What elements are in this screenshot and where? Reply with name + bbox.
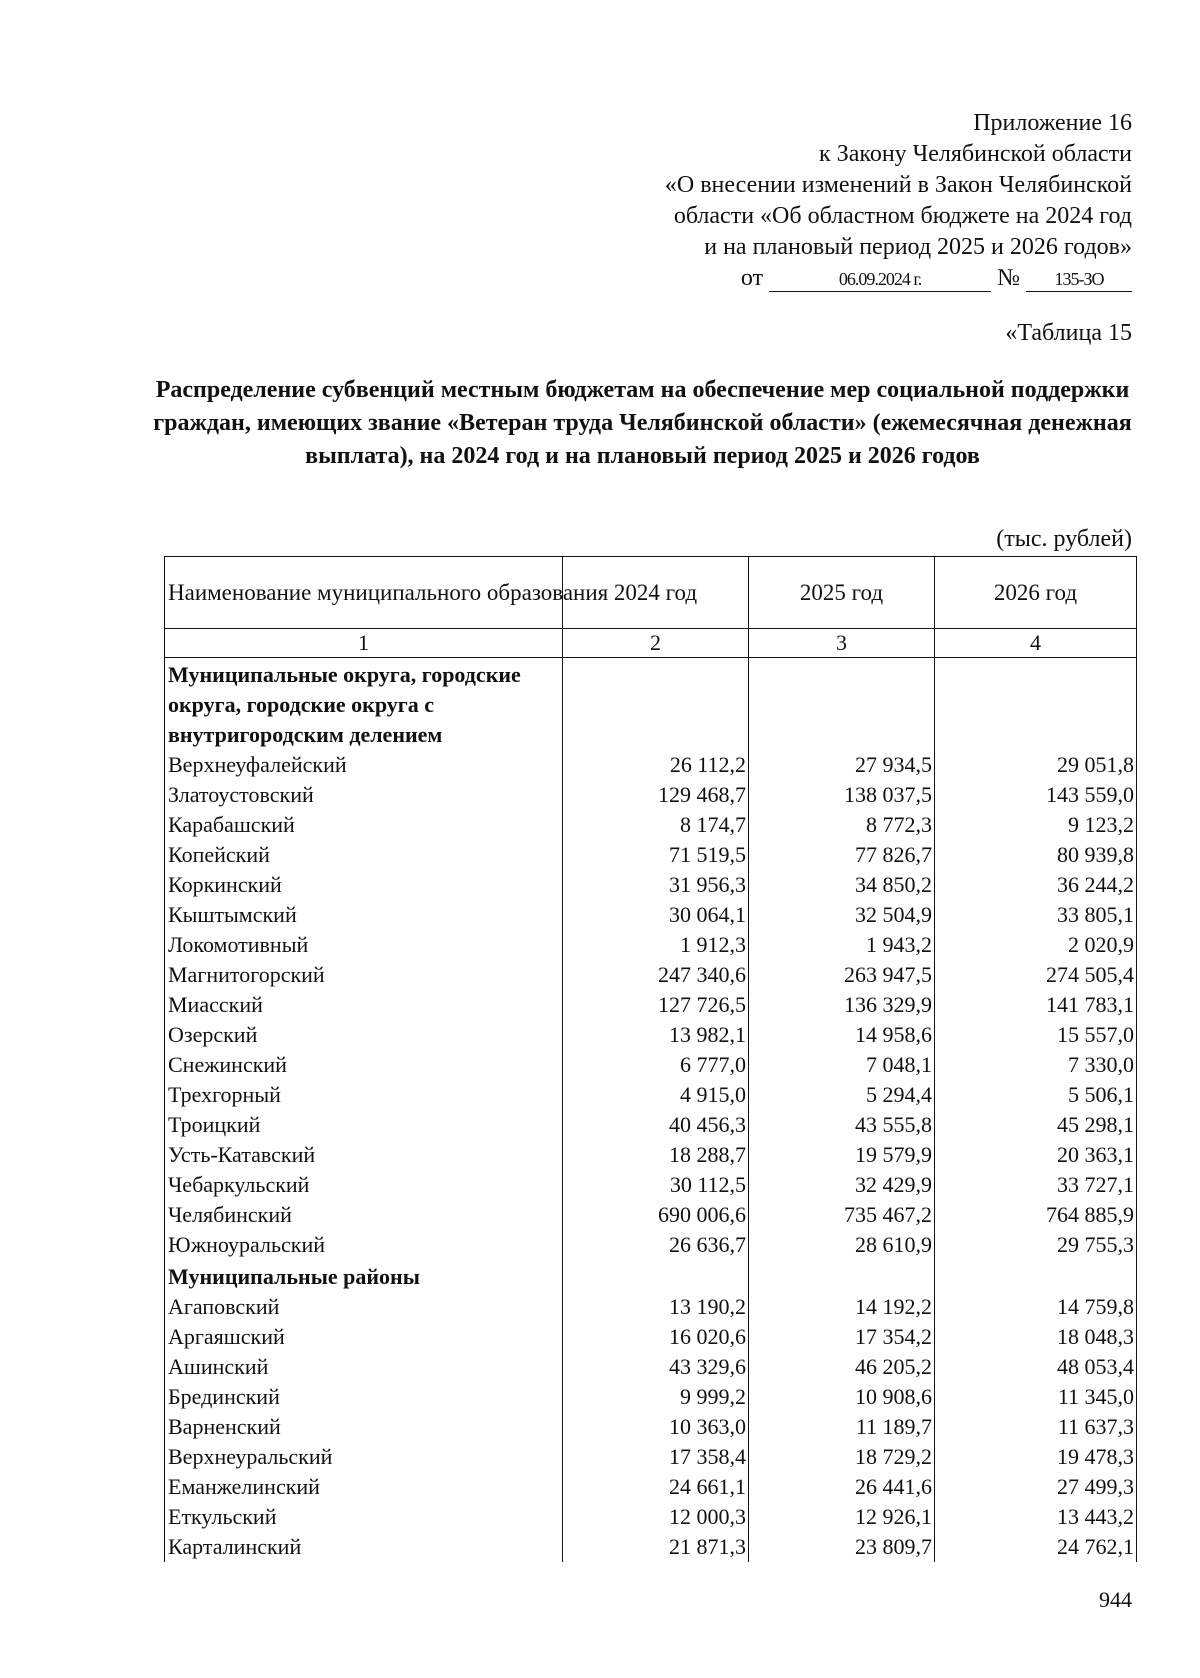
value-2025: 34 850,2: [749, 870, 935, 900]
value-2026: 24 762,1: [935, 1532, 1137, 1562]
value-2025: 12 926,1: [749, 1502, 935, 1532]
value-2025: 10 908,6: [749, 1382, 935, 1412]
value-2025: 32 429,9: [749, 1170, 935, 1200]
column-header-2024: 2024 год: [563, 557, 749, 629]
value-2025: 14 958,6: [749, 1020, 935, 1050]
value-2025: 138 037,5: [749, 780, 935, 810]
value-2024: 16 020,6: [563, 1322, 749, 1352]
value-2024: 43 329,6: [563, 1352, 749, 1382]
municipality-name: Верхнеуральский: [165, 1442, 563, 1472]
date-prefix: от: [740, 265, 764, 291]
value-2025: 26 441,6: [749, 1472, 935, 1502]
column-header-2026: 2026 год: [935, 557, 1137, 629]
table-row: [165, 1472, 1137, 1502]
municipality-name: Чебаркульский: [165, 1170, 563, 1200]
column-number: 2: [563, 629, 749, 658]
value-2026: 45 298,1: [935, 1110, 1137, 1140]
empty-cell: [563, 1260, 749, 1292]
value-2025: 1 943,2: [749, 930, 935, 960]
municipality-name: Карабашский: [165, 810, 563, 840]
table-row: [165, 780, 1137, 810]
municipality-name: Брединский: [165, 1382, 563, 1412]
value-2025: 77 826,7: [749, 840, 935, 870]
value-2026: 11 345,0: [935, 1382, 1137, 1412]
municipality-name: Варненский: [165, 1412, 563, 1442]
value-2024: 24 661,1: [563, 1472, 749, 1502]
date-number-line: [665, 263, 1132, 294]
value-2024: 71 519,5: [563, 840, 749, 870]
municipality-name: Еткульский: [165, 1502, 563, 1532]
table-row: [165, 960, 1137, 990]
municipality-name: Троицкий: [165, 1110, 563, 1140]
table-row: [165, 1322, 1137, 1352]
value-2026: 20 363,1: [935, 1140, 1137, 1170]
column-header-name: Наименование муниципального образования: [165, 557, 563, 629]
municipality-name: Копейский: [165, 840, 563, 870]
table-row: [165, 930, 1137, 960]
value-2026: 274 505,4: [935, 960, 1137, 990]
value-2026: 29 051,8: [935, 750, 1137, 780]
table-number: «Таблица 15: [1005, 320, 1132, 346]
municipality-name: Златоустовский: [165, 780, 563, 810]
value-2024: 8 174,7: [563, 810, 749, 840]
value-2026: 7 330,0: [935, 1050, 1137, 1080]
value-2026: 80 939,8: [935, 840, 1137, 870]
table-row: [165, 1382, 1137, 1412]
municipality-name: Верхнеуфалейский: [165, 750, 563, 780]
table-row: [165, 1170, 1137, 1200]
municipality-name: Миасский: [165, 990, 563, 1020]
table-row: [165, 1020, 1137, 1050]
municipality-name: Коркинский: [165, 870, 563, 900]
value-2026: 11 637,3: [935, 1412, 1137, 1442]
municipality-name: Челябинский: [165, 1200, 563, 1230]
table-row: [165, 1140, 1137, 1170]
value-2024: 9 999,2: [563, 1382, 749, 1412]
value-2025: 19 579,9: [749, 1140, 935, 1170]
value-2024: 30 112,5: [563, 1170, 749, 1200]
municipality-name: Еманжелинский: [165, 1472, 563, 1502]
table-row: [165, 1352, 1137, 1382]
value-2026: 5 506,1: [935, 1080, 1137, 1110]
table-row: [165, 810, 1137, 840]
appendix-line: Приложение 16: [973, 110, 1132, 136]
value-2024: 30 064,1: [563, 900, 749, 930]
value-2026: 14 759,8: [935, 1292, 1137, 1322]
value-2024: 21 871,3: [563, 1532, 749, 1562]
value-2024: 1 912,3: [563, 930, 749, 960]
municipality-name: Южноуральский: [165, 1230, 563, 1260]
empty-cell: [563, 658, 749, 751]
value-2026: 36 244,2: [935, 870, 1137, 900]
table-body: [165, 658, 1137, 1563]
value-2026: 19 478,3: [935, 1442, 1137, 1472]
value-2026: 15 557,0: [935, 1020, 1137, 1050]
table-row: [165, 1050, 1137, 1080]
table-row: [165, 990, 1137, 1020]
municipality-name: Агаповский: [165, 1292, 563, 1322]
appendix-block: [665, 108, 1132, 294]
document-title: Распределение субвенций местным бюджетам на обеспечение мер социальной поддержки граждан, имеющих звание «Ветеран труда Челябинской области» (ежемесячная денежная выплата), на 2024 год и на плановый период 2025 и 2026 годов: [153, 377, 1132, 469]
municipality-name: Ашинский: [165, 1352, 563, 1382]
value-2024: 13 982,1: [563, 1020, 749, 1050]
municipality-name: Снежинский: [165, 1050, 563, 1080]
value-2025: 23 809,7: [749, 1532, 935, 1562]
appendix-line: и на плановый период 2025 и 2026 годов»: [704, 234, 1132, 260]
table-row: [165, 1412, 1137, 1442]
value-2025: 46 205,2: [749, 1352, 935, 1382]
value-2025: 32 504,9: [749, 900, 935, 930]
value-2026: 48 053,4: [935, 1352, 1137, 1382]
value-2025: 11 189,7: [749, 1412, 935, 1442]
value-2024: 40 456,3: [563, 1110, 749, 1140]
value-2025: 18 729,2: [749, 1442, 935, 1472]
value-2026: 13 443,2: [935, 1502, 1137, 1532]
page-number: 944: [1099, 1587, 1132, 1612]
empty-cell: [935, 658, 1137, 751]
table-row: [165, 1502, 1137, 1532]
appendix-line: области «Об областном бюджете на 2024 год: [673, 203, 1132, 229]
value-2026: 18 048,3: [935, 1322, 1137, 1352]
value-2024: 247 340,6: [563, 960, 749, 990]
value-2024: 26 636,7: [563, 1230, 749, 1260]
value-2026: 27 499,3: [935, 1472, 1137, 1502]
table-row: [165, 840, 1137, 870]
value-2025: 263 947,5: [749, 960, 935, 990]
table-row: [165, 1080, 1137, 1110]
table-row: [165, 1292, 1137, 1322]
table-row: [165, 900, 1137, 930]
value-2025: 136 329,9: [749, 990, 935, 1020]
municipality-name: Карталинский: [165, 1532, 563, 1562]
value-2024: 4 915,0: [563, 1080, 749, 1110]
value-2026: 764 885,9: [935, 1200, 1137, 1230]
municipality-name: Усть-Катавский: [165, 1140, 563, 1170]
value-2026: 33 727,1: [935, 1170, 1137, 1200]
law-date: 06.09.2024 г.: [769, 267, 991, 292]
section-row: [165, 1260, 1137, 1292]
value-2024: 17 358,4: [563, 1442, 749, 1472]
value-2025: 5 294,4: [749, 1080, 935, 1110]
appendix-line: «О внесении изменений в Закон Челябинской: [664, 172, 1132, 198]
municipality-name: Трехгорный: [165, 1080, 563, 1110]
value-2025: 28 610,9: [749, 1230, 935, 1260]
value-2024: 18 288,7: [563, 1140, 749, 1170]
empty-cell: [935, 1260, 1137, 1292]
empty-cell: [749, 658, 935, 751]
value-2024: 690 006,6: [563, 1200, 749, 1230]
value-2024: 31 956,3: [563, 870, 749, 900]
value-2024: 10 363,0: [563, 1412, 749, 1442]
column-number: 1: [165, 629, 563, 658]
table-row: [165, 1442, 1137, 1472]
value-2025: 7 048,1: [749, 1050, 935, 1080]
value-2025: 27 934,5: [749, 750, 935, 780]
value-2025: 17 354,2: [749, 1322, 935, 1352]
value-2025: 735 467,2: [749, 1200, 935, 1230]
table-row: [165, 1200, 1137, 1230]
column-header-2025: 2025 год: [749, 557, 935, 629]
value-2024: 26 112,2: [563, 750, 749, 780]
value-2026: 2 020,9: [935, 930, 1137, 960]
column-number: 4: [935, 629, 1137, 658]
value-2026: 29 755,3: [935, 1230, 1137, 1260]
section-row: [165, 658, 1137, 751]
value-2024: 6 777,0: [563, 1050, 749, 1080]
value-2026: 143 559,0: [935, 780, 1137, 810]
value-2025: 14 192,2: [749, 1292, 935, 1322]
value-2024: 127 726,5: [563, 990, 749, 1020]
law-number: 135-ЗО: [1026, 267, 1132, 292]
table-row: [165, 870, 1137, 900]
table-row: [165, 1110, 1137, 1140]
value-2025: 8 772,3: [749, 810, 935, 840]
table-row: [165, 1532, 1137, 1562]
value-2026: 9 123,2: [935, 810, 1137, 840]
value-2026: 33 805,1: [935, 900, 1137, 930]
value-2025: 43 555,8: [749, 1110, 935, 1140]
value-2024: 129 468,7: [563, 780, 749, 810]
value-2026: 141 783,1: [935, 990, 1137, 1020]
empty-cell: [749, 1260, 935, 1292]
column-number: 3: [749, 629, 935, 658]
number-prefix: №: [997, 265, 1020, 291]
value-2024: 12 000,3: [563, 1502, 749, 1532]
section-title: Муниципальные районы: [165, 1260, 563, 1292]
subvention-table: [164, 556, 1137, 1562]
municipality-name: Озерский: [165, 1020, 563, 1050]
section-title: Муниципальные округа, городские округа, городские округа с внутригородским делением: [165, 658, 563, 751]
appendix-line: к Закону Челябинской области: [819, 141, 1132, 167]
municipality-name: Кыштымский: [165, 900, 563, 930]
table-row: [165, 750, 1137, 780]
municipality-name: Магнитогорский: [165, 960, 563, 990]
municipality-name: Локомотивный: [165, 930, 563, 960]
table-row: [165, 1230, 1137, 1260]
value-2024: 13 190,2: [563, 1292, 749, 1322]
municipality-name: Аргаяшский: [165, 1322, 563, 1352]
units-label: (тыс. рублей): [996, 526, 1132, 552]
